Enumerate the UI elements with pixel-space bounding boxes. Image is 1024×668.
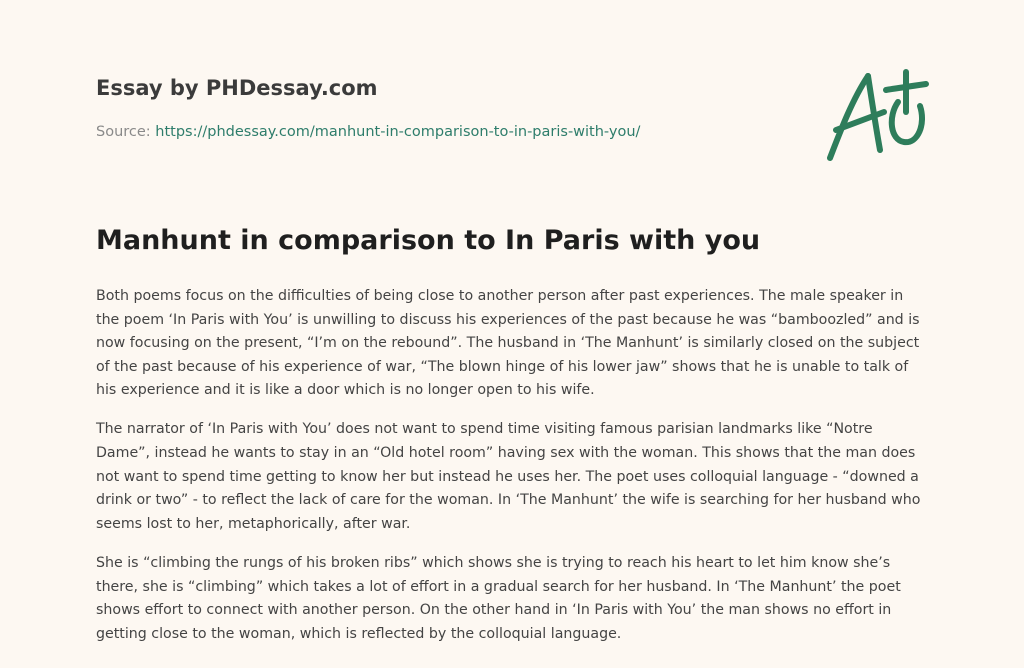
source-label: Source: <box>96 124 156 140</box>
source-line <box>96 124 640 140</box>
source-link[interactable]: https://phdessay.com/manhunt-in-comparison-to-in-paris-with-you/ <box>155 124 641 140</box>
essay-paragraph: The narrator of ‘In Paris with You’ does not want to spend time visiting famous parisian landmarks like “Notre Dame”, instead he wants to stay in an “Old hotel room” having sex with the woman. This shows that the man does not want to spend time getting to know her but instead he uses her. The poet uses colloquial language - “downed a drink or two” - to reflect the lack of care for the woman. In ‘The Manhunt’ the wife is searching for her husband who seems lost to her, metaphorically, after war. <box>96 421 921 532</box>
essay-paragraph: Both poems focus on the difficulties of being close to another person after past experiences. The male speaker in the poem ‘In Paris with You’ is unwilling to discuss his experiences of the past because he was “bamboozled” and is now focusing on the present, “I’m on the rebound”. The husband in ‘The Manhunt’ is similarly closed on the subject of the past because of his experience of war, “The blown hinge of his lower jaw” shows that he is unable to talk of his experience and it is like a door which is no longer open to his wife. <box>96 288 920 399</box>
essay-body <box>96 285 928 662</box>
essay-paragraph: She is “climbing the rungs of his broken ribs” which shows she is trying to reach his heart to let him know she’s there, she is “climbing” which takes a lot of effort in a gradual search for her husband. In ‘The Manhunt’ the poet shows effort to connect with another person. On the other hand in ‘In Paris with You’ the man shows no effort in getting close to the woman, which is reflected by the colloquial language. <box>96 554 901 642</box>
essay-title: Manhunt in comparison to In Paris with you <box>96 225 761 256</box>
a-plus-grade-icon <box>822 66 934 166</box>
site-brand: Essay by PHDessay.com <box>96 76 378 100</box>
